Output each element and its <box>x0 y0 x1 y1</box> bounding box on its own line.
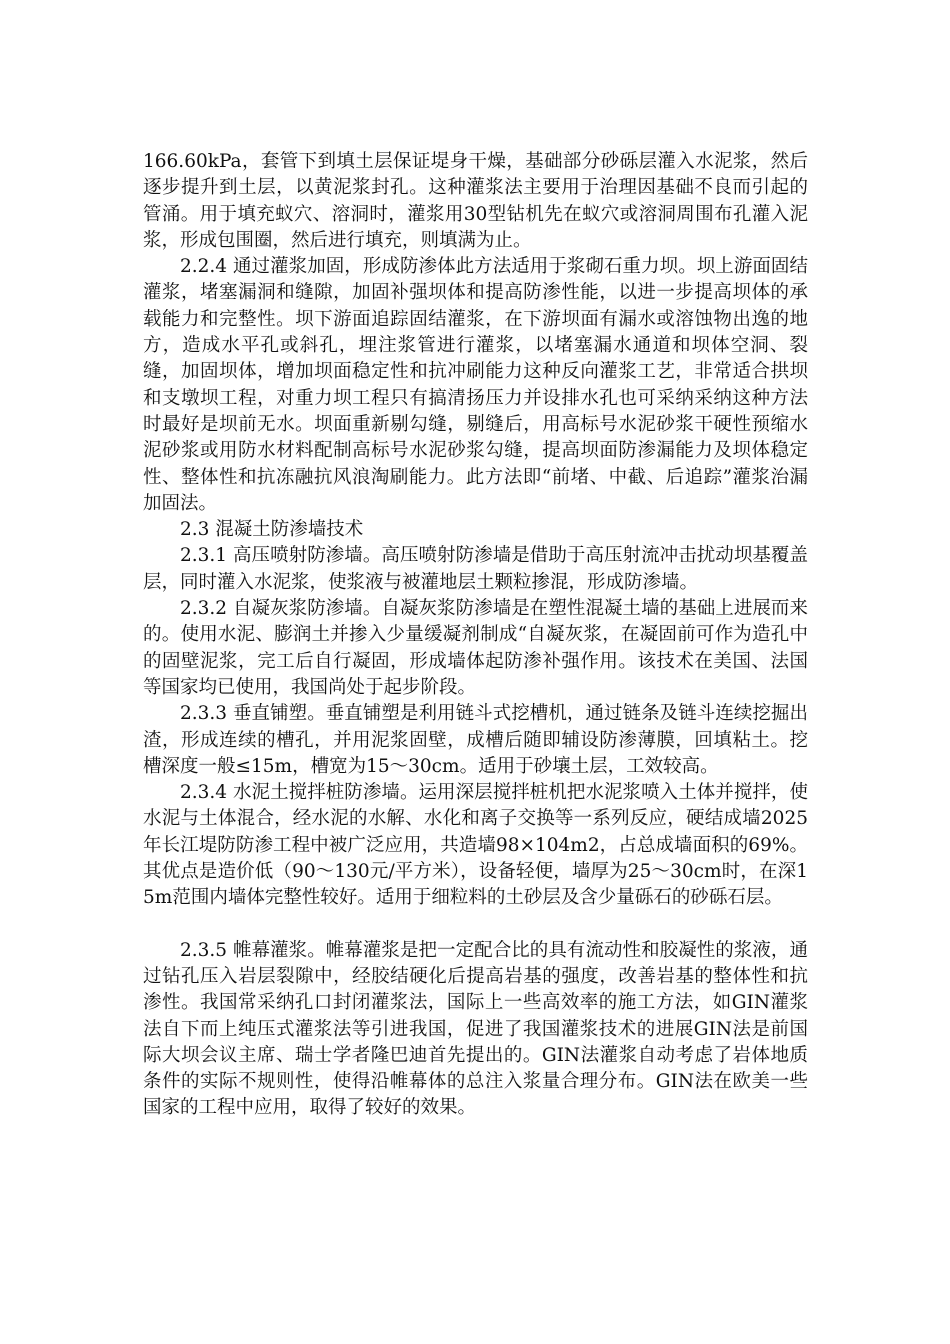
paragraph-2-3-5: 2.3.5 帷幕灌浆。帷幕灌浆是把一定配合比的具有流动性和胶凝性的浆液，通过钻孔压入岩层裂隙中，经胶结硬化后提高岩基的强度，改善岩基的整体性和抗渗性。我国常采纳孔口封闭灌浆法，国际上一些高效率的施工方法，如GIN灌浆法自下而上纯压式灌浆法等引进我国，促进了我国灌浆技术的进展GIN法是前国际大坝会议主席、瑞士学者隆巴迪首先提出的。GIN法灌浆自动考虑了岩体地质条件的实际不规则性，使得沿帷幕体的总注入浆量合理分布。GIN法在欧美一些国家的工程中应用，取得了较好的效果。 <box>143 939 808 1119</box>
paragraph-2-3-3: 2.3.3 垂直铺塑。垂直铺塑是利用链斗式挖槽机，通过链条及链斗连续挖掘出渣，形成连续的槽孔，并用泥浆固壁，成槽后随即辅设防渗薄膜，回填粘土。挖槽深度一般≤15m，槽宽为15～30cm。适用于砂壤土层，工效较高。 <box>143 703 808 777</box>
document-body <box>143 149 808 1122</box>
paragraph-2-3-4: 2.3.4 水泥土搅拌桩防渗墙。运用深层搅拌桩机把水泥浆喷入土体并搅拌，使水泥与土体混合，经水泥的水解、水化和离子交换等一系列反应，硬结成墙2025年长江堤防防渗工程中被广泛应用，共造墙98×104m2，占总成墙面积的69%。其优点是造价低（90～130元/平方米），设备轻便，墙厚为25～30cm时，在深15m范围内墙体完整性较好。适用于细粒料的土砂层及含少量砾石的砂砾石层。 <box>143 782 808 909</box>
paragraph-2-3-2: 2.3.2 自凝灰浆防渗墙。自凝灰浆防渗墙是在塑性混凝土墙的基础上进展而来的。使用水泥、膨润土并掺入少量缓凝剂制成“自凝灰浆，在凝固前可作为造孔中的固壁泥浆，完工后自行凝固，形成墙体起防渗补强作用。该技术在美国、法国等国家均已使用，我国尚处于起步阶段。 <box>143 598 808 698</box>
paragraph-2-2-4: 2.2.4 通过灌浆加固，形成防渗体此方法适用于浆砌石重力坝。坝上游面固结灌浆，堵塞漏洞和缝隙，加固补强坝体和提高防渗性能，以进一步提高坝体的承载能力和完整性。坝下游面追踪固结灌浆，在下游坝面有漏水或溶蚀物出逸的地方，造成水平孔或斜孔，埋注浆管进行灌浆，以堵塞漏水通道和坝体空洞、裂缝，加固坝体，增加坝面稳定性和抗冲刷能力这种反向灌浆工艺，非常适合拱坝和支墩坝工程，对重力坝工程只有搞清扬压力并设排水孔也可采纳采纳这种方法时最好是坝前无水。坝面重新剔勾缝，剔缝后，用高标号水泥砂浆干硬性预缩水泥砂浆或用防水材料配制高标号水泥砂浆勾缝，提高坝面防渗漏能力及坝体稳定性、整体性和抗冻融抗风浪淘刷能力。此方法即“前堵、中截、后追踪”灌浆治漏加固法。 <box>143 256 808 514</box>
paragraph-grouting-continued: 166.60kPa，套管下到填土层保证堤身干燥，基础部分砂砾层灌入水泥浆，然后逐步提升到土层，以黄泥浆封孔。这种灌浆法主要用于治理因基础不良而引起的管涌。用于填充蚁穴、溶洞时，灌浆用30型钻机先在蚁穴或溶洞周围布孔灌入泥浆，形成包围圈，然后进行填充，则填满为止。 <box>143 151 808 251</box>
paragraph-2-3-1: 2.3.1 高压喷射防渗墙。高压喷射防渗墙是借助于高压射流冲击扰动坝基覆盖层，同时灌入水泥浆，使浆液与被灌地层土颗粒掺混，形成防渗墙。 <box>143 545 808 593</box>
section-heading-2-3: 2.3 混凝土防渗墙技术 <box>180 519 364 541</box>
